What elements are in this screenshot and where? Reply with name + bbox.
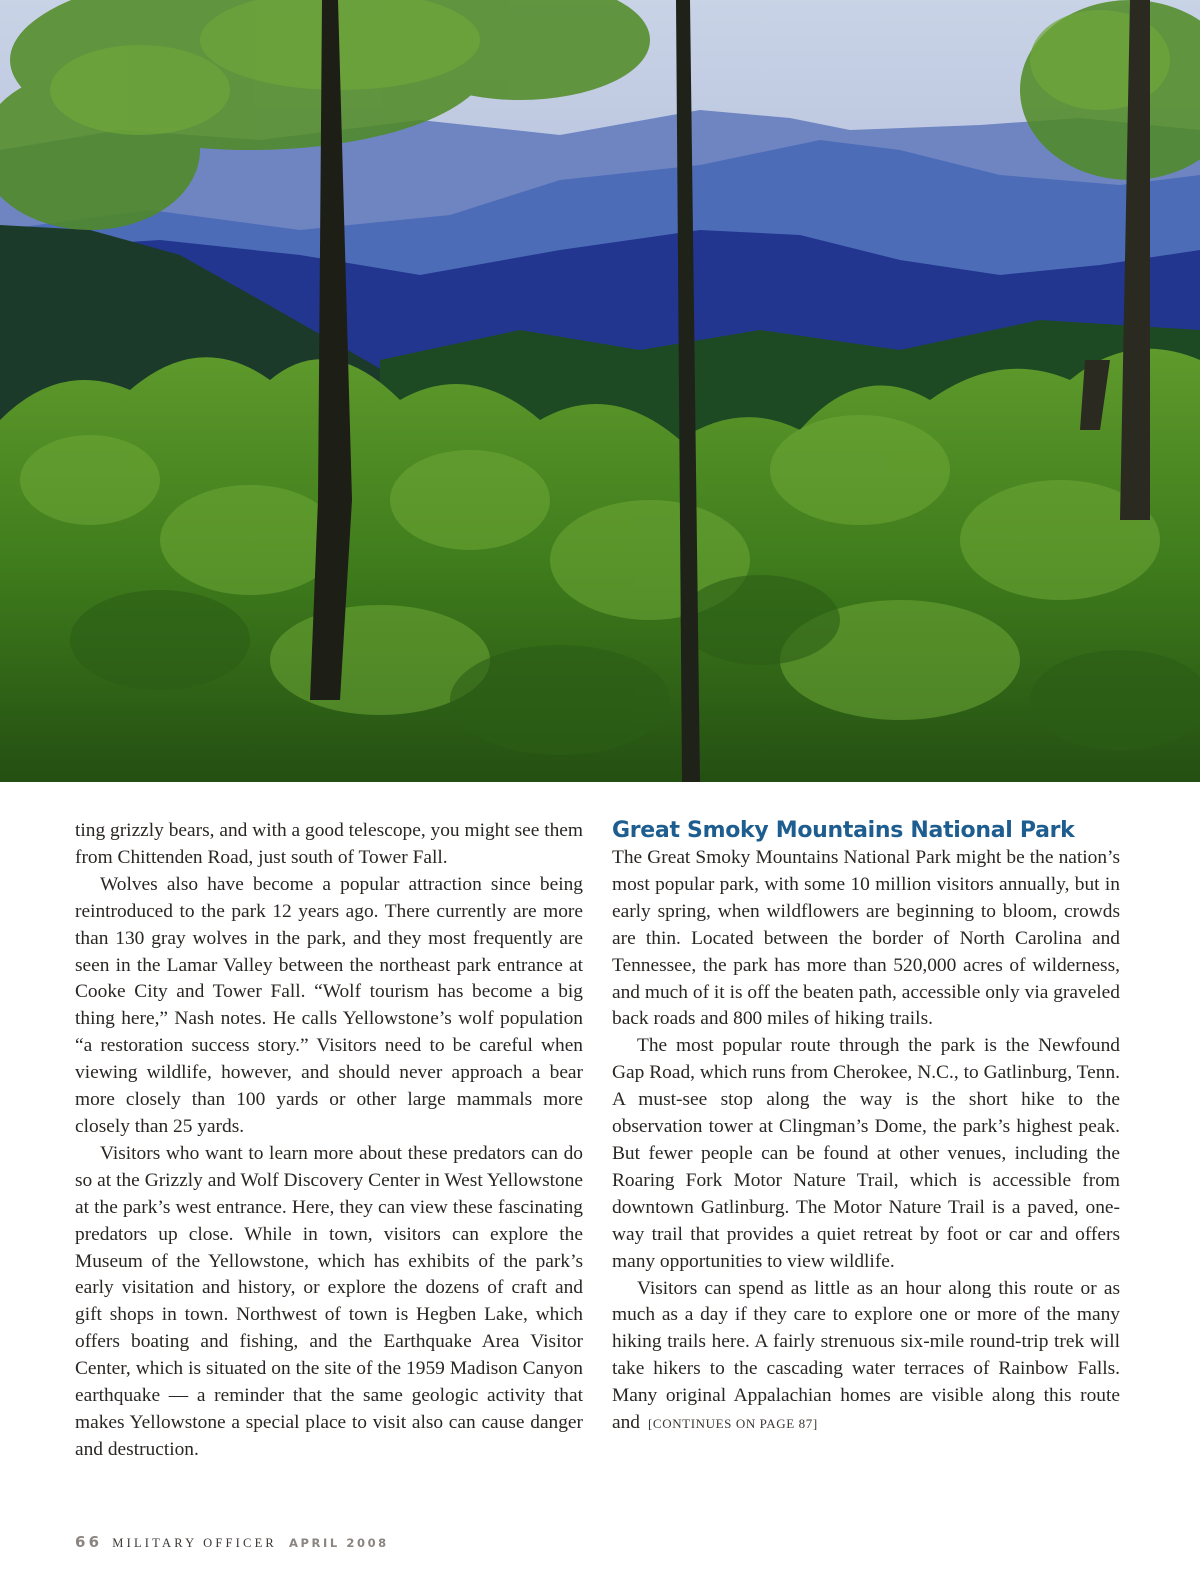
- right-paragraph-3: [612, 1276, 1120, 1438]
- page-number: 66: [75, 1533, 103, 1551]
- left-paragraph-1: ting grizzly bears, and with a good telescope, you might see them from Chittenden Road, just south of Tower Fall.: [75, 820, 583, 868]
- section-heading: Great Smoky Mountains National Park: [612, 818, 1075, 843]
- left-column: [75, 818, 583, 1464]
- forest-mountain-photo: [0, 0, 1200, 782]
- right-paragraph-1: The Great Smoky Mountains National Park might be the nation’s most popular park, with some 10 million visitors annually, but in early spring, when wildflowers are beginning to bloom, crowds are thin. Located between the border of North Carolina and Tennessee, the park has more than 520,000 acres of wilderness, and much of it is off the beaten path, accessible only via graveled back roads and 800 miles of hiking trails.: [612, 847, 1120, 1030]
- left-paragraph-3: Visitors who want to learn more about these predators can do so at the Grizzly and Wolf Discovery Center in West Yellowstone at the park’s west entrance. Here, they can view these fascinating predators up close. While in town, visitors can explore the Museum of the Yellowstone, which has exhibits of the park’s early visitation and history, or explore the dozens of craft and gift shops in town. Northwest of town is Hegben Lake, which offers boating and fishing, and the Earthquake Area Visitor Center, which is situated on the site of the 1959 Madison Canyon earthquake — a reminder that the same geologic activity that makes Yellowstone a special place to visit also can cause danger and destruction.: [75, 1142, 583, 1460]
- forest-mountain-illustration: [0, 0, 1200, 782]
- continues-note: [CONTINUES ON PAGE 87]: [648, 1416, 818, 1432]
- magazine-name: MILITARY OFFICER: [112, 1536, 277, 1550]
- issue-date: APRIL 2008: [288, 1536, 389, 1550]
- left-paragraph-2: Wolves also have become a popular attraction since being reintroduced to the park 12 years ago. There currently are more than 130 gray wolves in the park, and they most frequently are seen in the Lamar Valley between the northeast park entrance at Cooke City and Tower Fall. “Wolf tourism has become a big thing here,” Nash notes. He calls Yellowstone’s wolf population “a restoration success story.” Visitors need to be careful when viewing wildlife, however, and should never approach a bear more closely than 100 yards or other large mammals more closely than 25 yards.: [75, 873, 583, 1137]
- right-paragraph-3-text: Visitors can spend as little as an hour along this route or as much as a day if they care to explore one or more of the many hiking trails here. A fairly strenuous six-mile round-trip trek will take hikers to the cascading water terraces of Rainbow Falls. Many original Appalachian homes are visible along this route and: [612, 1277, 1120, 1434]
- right-paragraph-2: The most popular route through the park is the Newfound Gap Road, which runs from Cherokee, N.C., to Gatlinburg, Tenn. A must-see stop along the way is the short hike to the observation tower at Clingman’s Dome, the park’s highest peak. But fewer people can be found at other venues, including the Roaring Fork Motor Nature Trail, which is accessible from downtown Gatlinburg. The Motor Nature Trail is a paved, one-way trail that provides a quiet retreat by foot or car and offers many opportunities to view wildlife.: [612, 1035, 1120, 1272]
- page-footer: [75, 1533, 389, 1551]
- right-column: [612, 818, 1120, 1438]
